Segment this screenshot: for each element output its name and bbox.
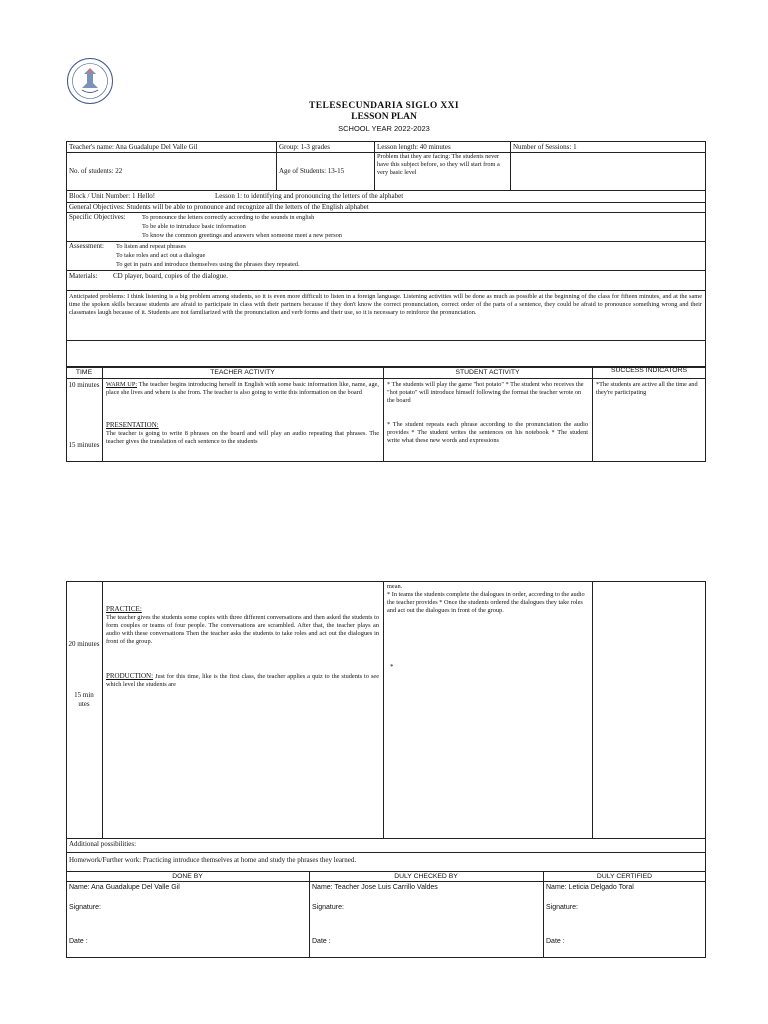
date-label: Date : (312, 938, 331, 945)
success-indicator: *The students are active all the time and they're participating (596, 381, 698, 397)
date-label: Date : (546, 938, 565, 945)
problem-facing: Problem that they are facing: The students never have this subject before, so they will start from a very basic level (377, 153, 500, 177)
signer-name: Name: Ana Guadalupe Del Valle Gil (69, 884, 180, 891)
homework: Homework/Further work: Practicing introduce themselves at home and study the phrases they learned. (69, 856, 357, 864)
student-continued: mean. (387, 583, 403, 590)
done-by-header: DONE BY (172, 873, 203, 880)
specific-objective: To know the common greetings and answers when someone meet a new person (142, 232, 342, 239)
school-year: SCHOOL YEAR 2022-2023 (338, 124, 430, 133)
warm-up-title: WARM UP: (106, 381, 138, 388)
header-student-activity: STUDENT ACTIVITY (455, 369, 520, 376)
additional-possibilities: Additional possibilities: (69, 840, 137, 848)
header-teacher-activity: TEACHER ACTIVITY (210, 369, 275, 376)
certified-header: DULY CERTIFIED (596, 873, 653, 880)
production-text: Just for this time, like is the first class, the teacher applies a quiz to the students to see which level the students are (106, 673, 379, 689)
lesson-length: Lesson length: 40 minutes (377, 143, 451, 151)
warm-up-activity (106, 381, 379, 397)
materials-label: Materials: (69, 272, 98, 280)
group: Group: 1-3 grades (279, 143, 330, 151)
presentation-text: The teacher is going to write 8 phrases on the board and will play an audio repeating that phrases. The teacher gives the translation of each sentence to the students (106, 430, 379, 446)
assessment-item: To get in pairs and introduce themselves using the phrases they repeated. (116, 261, 300, 268)
presentation-title: PRESENTATION: (106, 421, 159, 429)
school-seal-logo (66, 57, 114, 105)
date-label: Date : (69, 938, 88, 945)
student-presentation: * The student repeats each phrase according to the pronunciation the audio provides * The student writes the sentences on his notebook * The student write what these new words and expressions (387, 421, 588, 445)
specific-objective: To pronounce the letters correctly according to the sounds in english (142, 214, 315, 221)
practice-title: PRACTICE: (106, 605, 142, 613)
time-presentation: 15 minutes (68, 441, 100, 449)
header-success-indicators: SUCCESS INDICATORS (610, 367, 688, 374)
signature-label: Signature: (69, 904, 101, 911)
signer-name: Name: Teacher Jose Luis Carrillo Valdes (312, 884, 438, 891)
school-name: TELESECUNDARIA SIGLO XXI (308, 101, 460, 111)
anticipated-problems: Anticipated problems: I think listening is a big problem among students, so it is even more difficult to listen in a foreign language. Listening activities will be done as much as possible at the beginning of the class for fifteen minutes, and at the same time the spoken skills because students are afraid to participate in class with their partners because if they don't know the correct pronunciation, correct order of the parts of a sentence, they could be afraid to pronounce something wrong and their classmates laugh because of it. Students are not familiarized with the pronunciation and verb forms and their use, so it is necessary to reinforce the pronunciation. (69, 293, 702, 317)
header-time: TIME (75, 369, 93, 376)
assessment-item: To take roles and act out a dialogue (116, 252, 206, 259)
document-title: LESSON PLAN (351, 112, 417, 122)
production-activity (106, 672, 379, 689)
student-production: * (390, 663, 394, 671)
age-of-students: Age of Students: 13-15 (279, 167, 345, 175)
assessment-item: To listen and repeat phrases (116, 243, 186, 250)
number-of-sessions: Number of Sessions: 1 (513, 143, 577, 151)
production-title: PRODUCTION: (106, 672, 154, 680)
time-practice: 20 minutes (68, 640, 100, 648)
checked-by-header: DULY CHECKED BY (394, 873, 458, 880)
assessment-label: Assessment: (69, 242, 104, 250)
materials: CD player, board, copies of the dialogue. (113, 272, 228, 280)
teacher-name: Teacher's name: Ana Guadalupe Del Valle Gil (69, 143, 198, 151)
warm-up-text: The teacher begins introducing herself in English with some basic information like, name, age, place she lives and where is she from. The teacher is also going to write this information on the board (106, 381, 379, 397)
number-of-students: No. of students: 22 (69, 167, 123, 175)
student-practice: * In teams the students complete the dialogues in order, according to the audio the teacher provides * Once the students ordered the dialogues they take roles and act out the dialogues in front of the group. (387, 591, 585, 615)
signer-name: Name: Leticia Delgado Toral (546, 884, 634, 891)
practice-text: The teacher gives the students some copies with three different conversations and then asked the students to form couples or teams of four people. The conversations are scrambled. After that, the teacher plays an audio with these conversations Then the teacher asks the students to take roles and act out the dialogues in front of the group. (106, 614, 379, 646)
signature-label: Signature: (546, 904, 578, 911)
specific-objectives-label: Specific Objectives: (69, 213, 126, 221)
lesson-topic: Lesson 1: to identifying and pronouncing the letters of the alphabet (215, 192, 404, 200)
student-warm-up: * The students will play the game "hot potato" * The student who receives the "hot potato" will introduce himself following the format the teacher wrote on the board (387, 381, 584, 405)
general-objectives: General Objectives: Students will be able to pronounce and recognize all the letters of the English alphabet (69, 203, 369, 211)
specific-objective: To be able to intruduce basic information (142, 223, 246, 230)
block-unit: Block / Unit Number: 1 Hello! (69, 192, 156, 200)
time-warm-up: 10 minutes (68, 381, 100, 389)
time-production: 15 minutes (74, 691, 94, 708)
signature-label: Signature: (312, 904, 344, 911)
